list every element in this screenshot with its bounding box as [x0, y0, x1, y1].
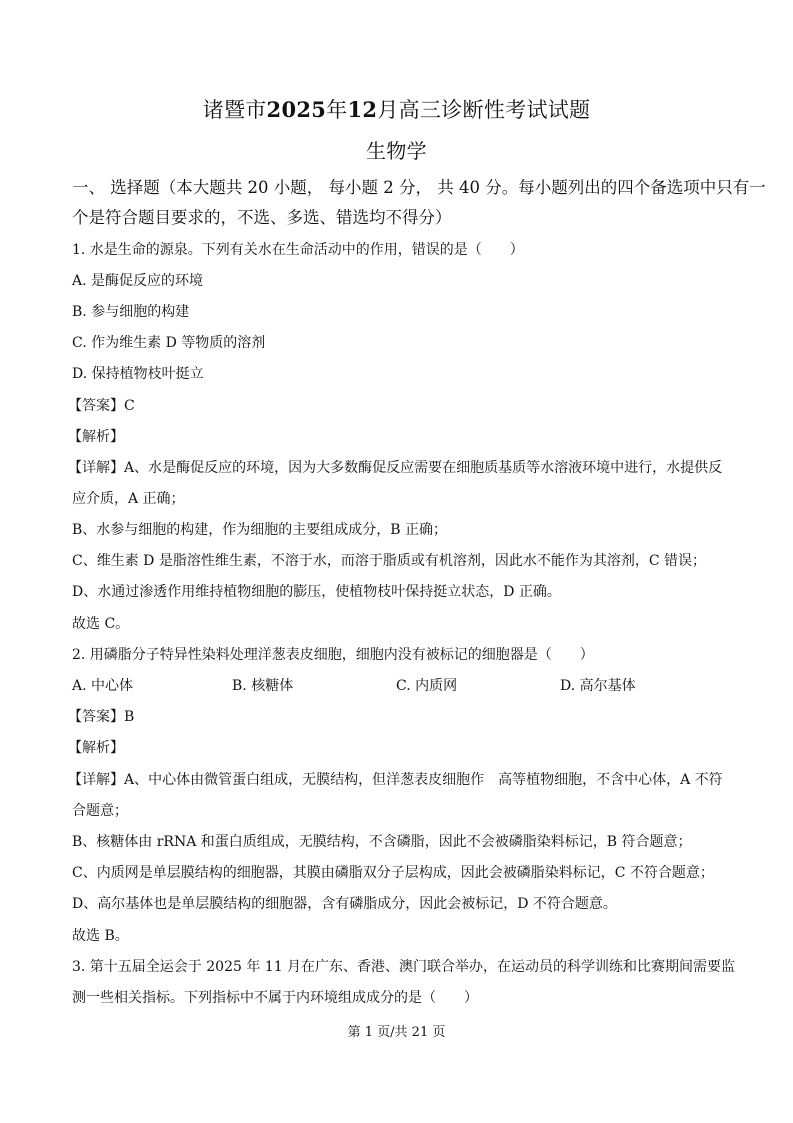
question-2-option-c: C. 内质网 — [396, 678, 458, 694]
question-1-detail-line: B、水参与细胞的构建，作为细胞的主要组成成分，B 正确； — [72, 522, 448, 538]
question-1-conclusion: 故选 C。 — [72, 616, 130, 632]
title-year: 2025 — [266, 97, 327, 122]
question-2-detail-line: 【详解】A、中心体由微管蛋白组成，无膜结构，但洋葱表皮细胞作 高等植物细胞，不含中心体，A 不符 — [68, 772, 723, 788]
question-1-option-b: B. 参与细胞的构建 — [72, 304, 190, 320]
question-1-analysis-label: 【解析】 — [68, 429, 124, 445]
question-2-answer: 【答案】B — [68, 709, 135, 725]
title-prefix: 诸暨市 — [202, 98, 267, 122]
section-heading-line2: 个是符合题目要求的，不选、多选、错选均不得分） — [72, 208, 452, 227]
question-2-detail-line: 合题意； — [72, 803, 128, 819]
question-3-stem-line2: 测一些相关指标。下列指标中不属于内环境组成成分的是（ ） — [72, 990, 478, 1006]
question-2-detail-line: D、高尔基体也是单层膜结构的细胞器，含有磷脂成分，因此会被标记，D 不符合题意。 — [72, 896, 617, 912]
question-1-stem: 1. 水是生命的源泉。下列有关水在生命活动中的作用，错误的是（ ） — [72, 242, 524, 258]
question-2-option-d: D. 高尔基体 — [560, 678, 636, 694]
section-heading-line1: 一、 选择题（本大题共 20 小题， 每小题 2 分， 共 40 分。每小题列出的四个备选项中只有一 — [72, 178, 766, 197]
question-2-options — [72, 676, 732, 696]
question-3-stem-line1: 3. 第十五届全运会于 2025 年 11 月在广东、香港、澳门联合举办，在运动员的科学训练和比赛期间需要监 — [72, 959, 736, 975]
title-suffix: 月高三诊断性考试试题 — [377, 98, 591, 122]
subject-title: 生物学 — [366, 139, 427, 163]
question-1-option-d: D. 保持植物枝叶挺立 — [72, 366, 204, 382]
question-1-detail-line: D、水通过渗透作用维持植物细胞的膨压，使植物枝叶保持挺立状态，D 正确。 — [72, 584, 561, 600]
title-mid: 年 — [326, 98, 348, 122]
question-2-option-b: B. 核糖体 — [232, 678, 294, 694]
question-1-option-a: A. 是酶促反应的环境 — [72, 273, 204, 289]
question-2-detail-line: C、内质网是单层膜结构的细胞器，其膜由磷脂双分子层构成，因此会被磷脂染料标记，C 不符合题意； — [72, 865, 714, 881]
question-2-option-a: A. 中心体 — [72, 678, 134, 694]
question-1-detail-line: C、维生素 D 是脂溶性维生素，不溶于水，而溶于脂质或有机溶剂，因此水不能作为其溶剂，C 错误； — [72, 553, 706, 569]
question-2-conclusion: 故选 B。 — [72, 928, 129, 944]
question-1-answer: 【答案】C — [68, 398, 135, 414]
question-1-option-c: C. 作为维生素 D 等物质的溶剂 — [72, 335, 266, 351]
question-1-detail-line: 【详解】A、水是酶促反应的环境，因为大多数酶促反应需要在细胞质基质等水溶液环境中进行，水提供反 — [68, 460, 723, 476]
question-2-analysis-label: 【解析】 — [68, 740, 124, 756]
question-2-detail-line: B、核糖体由 rRNA 和蛋白质组成，无膜结构，不含磷脂，因此不会被磷脂染料标记，B 符合题意； — [72, 834, 692, 850]
question-2-stem: 2. 用磷脂分子特异性染料处理洋葱表皮细胞，细胞内没有被标记的细胞器是（ ） — [72, 647, 594, 663]
page-footer: 第 1 页/共 21 页 — [347, 1025, 446, 1040]
exam-title — [0, 96, 793, 124]
title-month: 12 — [347, 97, 378, 122]
question-1-detail-line: 应介质，A 正确； — [72, 491, 185, 507]
